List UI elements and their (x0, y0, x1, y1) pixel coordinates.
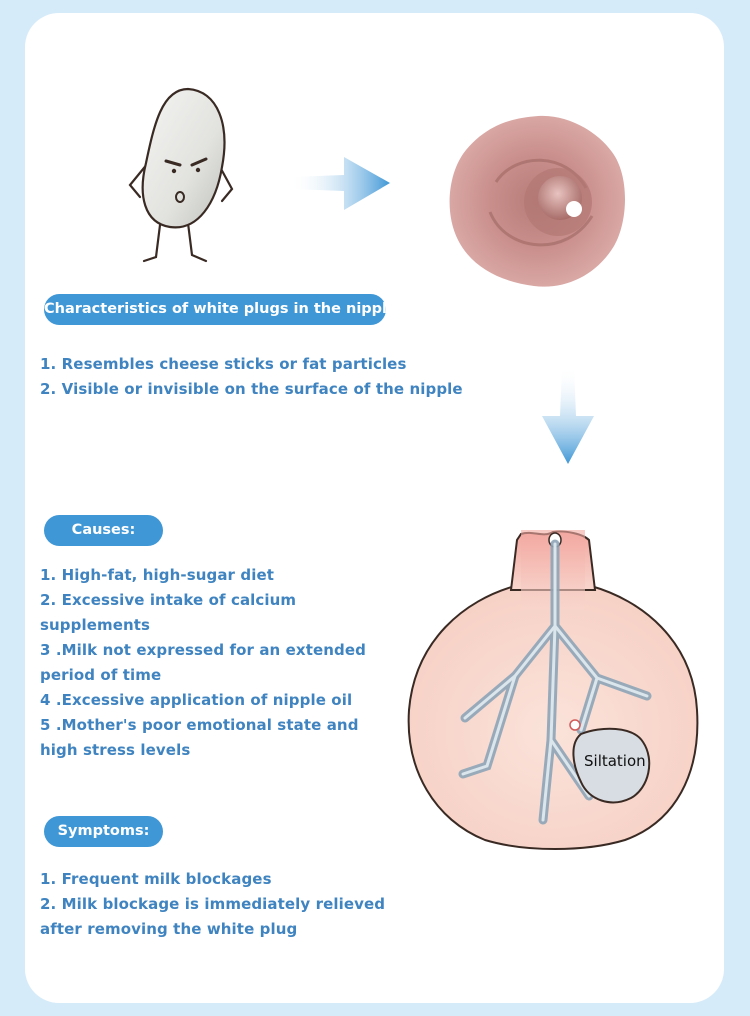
symptoms-heading: Symptoms: (44, 816, 163, 847)
list-item: 1. High-fat, high-sugar diet (40, 566, 275, 584)
arrow-right-icon (290, 155, 392, 213)
list-item: 4 .Excessive application of nipple oil (40, 691, 353, 709)
list-item: 2. Milk blockage is immediately relieved after removing the white plug (40, 895, 386, 938)
breast-duct-diagram (405, 530, 703, 856)
characteristics-heading: Characteristics of white plugs in the nipple: (44, 294, 386, 325)
arrow-down-icon (540, 366, 596, 466)
list-item: 2. Excessive intake of calcium supplements (40, 591, 297, 634)
siltation-label: Siltation (584, 752, 646, 770)
list-item: 2. Visible or invisible on the surface of the nipple (40, 380, 463, 398)
causes-heading: Causes: (44, 515, 163, 546)
list-item: 5 .Mother's poor emotional state and high stress levels (40, 716, 359, 759)
list-item: 3 .Milk not expressed for an extended period of time (40, 641, 366, 684)
list-item: 1. Resembles cheese sticks or fat particles (40, 355, 407, 373)
list-item: 1. Frequent milk blockages (40, 870, 272, 888)
characteristics-list (40, 352, 480, 402)
nipple-closeup-icon (446, 112, 630, 290)
causes-list (40, 563, 400, 763)
white-plug-character-icon (118, 85, 248, 270)
symptoms-list (40, 867, 410, 942)
